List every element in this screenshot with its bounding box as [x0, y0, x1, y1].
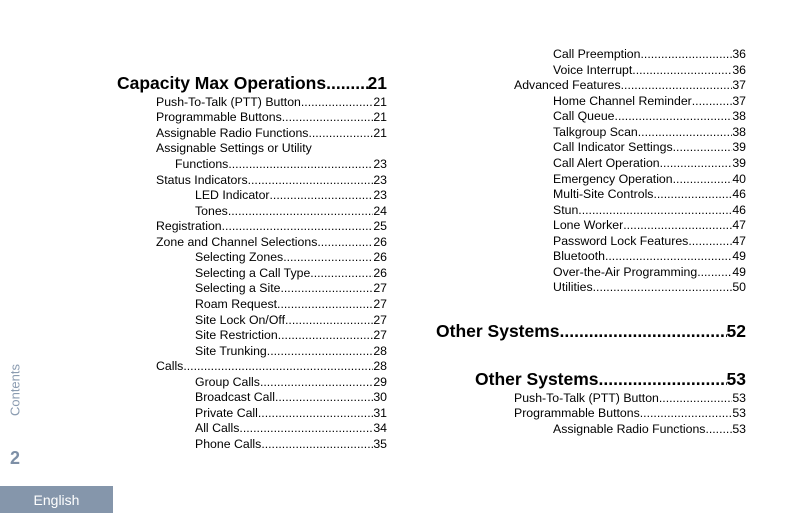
toc-entry-page: 23 [373, 173, 387, 187]
toc-entry-page: 39 [732, 140, 746, 154]
toc-entry[interactable] [195, 390, 387, 405]
toc-entry-label: Private Call [195, 406, 258, 420]
toc-entry[interactable] [175, 157, 387, 172]
toc-entry-page: 49 [732, 249, 746, 263]
toc-entry[interactable] [553, 249, 746, 264]
toc-entry[interactable] [514, 78, 746, 93]
toc-entry-label: Assignable Radio Functions [156, 126, 309, 140]
toc-entry-page: 26 [373, 266, 387, 280]
toc-entry[interactable] [156, 235, 387, 250]
toc-entry-page: 23 [373, 188, 387, 202]
toc-entry-page: 40 [732, 172, 746, 186]
toc-entry[interactable] [514, 391, 746, 406]
toc-entry-page: 21 [373, 126, 387, 140]
toc-entry[interactable] [195, 421, 387, 436]
toc-entry-page: 24 [373, 204, 387, 218]
toc-entry[interactable] [553, 125, 746, 140]
toc-entry-page: 47 [732, 218, 746, 232]
toc-entry[interactable] [156, 110, 387, 125]
page-number: 2 [10, 448, 21, 468]
toc-entry[interactable] [553, 94, 746, 109]
toc-entry[interactable] [195, 344, 387, 359]
toc-entry-label: Lone Worker [553, 218, 624, 232]
toc-entry-label: Talkgroup Scan [553, 125, 638, 139]
toc-entry-page: 21 [373, 110, 387, 124]
toc-entry-label: Broadcast Call [195, 390, 275, 404]
toc-entry-label: Selecting a Site [195, 281, 281, 295]
toc-entry-page: 46 [732, 203, 746, 217]
toc-entry-label: Selecting a Call Type [195, 266, 311, 280]
toc-entry-page: 47 [732, 234, 746, 248]
toc-entry[interactable] [195, 297, 387, 312]
toc-entry-page: 23 [373, 157, 387, 171]
toc-entry-page: 37 [732, 78, 746, 92]
toc-entry[interactable] [514, 406, 746, 421]
toc-entry-label: Roam Request [195, 297, 278, 311]
toc-entry-page: 49 [732, 265, 746, 279]
toc-entry-label: Zone and Channel Selections [156, 235, 318, 249]
toc-entry-label: Advanced Features [514, 78, 621, 92]
toc-entry-page: 53 [726, 369, 746, 389]
toc-entry-label: Calls [156, 359, 184, 373]
toc-entry-label: Functions [175, 157, 229, 171]
toc-entry-page: 52 [726, 321, 746, 341]
toc-entry[interactable] [156, 219, 387, 234]
toc-entry-page: 36 [732, 63, 746, 77]
toc-chapter-other-systems[interactable] [475, 368, 746, 390]
toc-entry-label: Capacity Max Operations [117, 73, 327, 93]
toc-entry-page: 31 [373, 406, 387, 420]
toc-entry-page: 39 [732, 156, 746, 170]
toc-entry-label: Registration [156, 219, 222, 233]
toc-entry-label: Call Preemption [553, 47, 641, 61]
toc-entry[interactable] [553, 47, 746, 62]
toc-entry-label: Call Alert Operation [553, 156, 660, 170]
toc-entry[interactable] [553, 156, 746, 171]
toc-entry[interactable] [195, 281, 387, 296]
toc-entry-label: Other Systems [436, 321, 560, 341]
toc-entry-label: Call Queue [553, 109, 615, 123]
toc-entry-page: 35 [373, 437, 387, 451]
contents-section-tab [4, 350, 26, 430]
toc-entry[interactable] [156, 173, 387, 188]
toc-entry-label: Assignable Settings or Utility [156, 141, 312, 155]
toc-entry-page: 38 [732, 125, 746, 139]
toc-entry-page: 28 [373, 344, 387, 358]
toc-entry-label: Phone Calls [195, 437, 262, 451]
toc-entry-label: Push-To-Talk (PTT) Button [156, 95, 301, 109]
toc-entry-label: Other Systems [475, 369, 599, 389]
toc-entry-page: 53 [732, 391, 746, 405]
toc-entry-page: 46 [732, 187, 746, 201]
toc-entry[interactable] [553, 172, 746, 187]
toc-entry-page: 53 [732, 422, 746, 436]
toc-entry-page: 50 [732, 280, 746, 294]
toc-entry-page: 21 [367, 73, 387, 93]
toc-entry-label: All Calls [195, 421, 240, 435]
toc-entry[interactable] [156, 359, 387, 374]
toc-entry-label: Site Trunking [195, 344, 267, 358]
toc-entry-label: Selecting Zones [195, 250, 284, 264]
toc-entry-label: Assignable Radio Functions [553, 422, 706, 436]
toc-chapter-capacity-max-operations[interactable] [117, 72, 387, 94]
toc-entry-label: Home Channel Reminder [553, 94, 692, 108]
toc-entry-label: Tones [195, 204, 228, 218]
toc-entry-label: Call Indicator Settings [553, 140, 673, 154]
toc-entry[interactable] [195, 204, 387, 219]
toc-entry-page: 27 [373, 281, 387, 295]
toc-entry-page: 27 [373, 328, 387, 342]
toc-entry-page: 29 [373, 375, 387, 389]
toc-entry-page: 28 [373, 359, 387, 373]
toc-chapter-other-systems[interactable] [436, 320, 746, 342]
toc-entry-label: Password Lock Features [553, 234, 689, 248]
toc-entry-page: 27 [373, 297, 387, 311]
toc-entry[interactable] [553, 218, 746, 233]
toc-entry-page: 27 [373, 313, 387, 327]
toc-entry-page: 25 [373, 219, 387, 233]
toc-entry-wrapped[interactable] [156, 141, 387, 156]
toc-entry[interactable] [553, 422, 746, 437]
toc-entry-label: Status Indicators [156, 173, 248, 187]
toc-entry-label: Bluetooth [553, 249, 605, 263]
toc-entry-label: Site Lock On/Off [195, 313, 285, 327]
toc-entry-page: 21 [373, 95, 387, 109]
toc-entry[interactable] [553, 280, 746, 295]
toc-entry-page: 38 [732, 109, 746, 123]
toc-entry[interactable] [553, 265, 746, 280]
toc-entry-page: 26 [373, 235, 387, 249]
toc-entry[interactable] [156, 95, 387, 110]
toc-entry-label: Push-To-Talk (PTT) Button [514, 391, 659, 405]
toc-entry[interactable] [553, 109, 746, 124]
toc-entry-label: LED Indicator [195, 188, 270, 202]
toc-entry-label: Utilities [553, 280, 593, 294]
toc-entry[interactable] [156, 126, 387, 141]
toc-entry-label: Site Restriction [195, 328, 278, 342]
toc-entry-page: 26 [373, 250, 387, 264]
toc-entry-label: Multi-Site Controls [553, 187, 654, 201]
toc-entry[interactable] [553, 140, 746, 155]
contents-tab-label: Contents [7, 363, 23, 417]
toc-entry[interactable] [195, 266, 387, 281]
toc-entry-label: Over-the-Air Programming [553, 265, 698, 279]
toc-entry-page: 37 [732, 94, 746, 108]
toc-entry[interactable] [553, 234, 746, 249]
toc-entry[interactable] [195, 313, 387, 328]
toc-entry[interactable] [553, 187, 746, 202]
toc-entry[interactable] [195, 250, 387, 265]
toc-entry-page: 36 [732, 47, 746, 61]
toc-entry[interactable] [553, 203, 746, 218]
language-tab [0, 486, 113, 513]
toc-entry[interactable] [195, 406, 387, 421]
toc-entry-label: Voice Interrupt [553, 63, 633, 77]
toc-entry-page: 53 [732, 406, 746, 420]
toc-entry[interactable] [195, 375, 387, 390]
toc-entry-label: Programmable Buttons [514, 406, 640, 420]
toc-entry-label: Emergency Operation [553, 172, 673, 186]
language-label: English [33, 491, 80, 508]
toc-entry[interactable] [553, 63, 746, 78]
toc-entry-page: 30 [373, 390, 387, 404]
toc-entry-label: Stun [553, 203, 579, 217]
toc-entry[interactable] [195, 328, 387, 343]
toc-entry-label: Programmable Buttons [156, 110, 282, 124]
toc-entry-label: Group Calls [195, 375, 260, 389]
toc-entry-page: 34 [373, 421, 387, 435]
toc-entry[interactable] [195, 437, 387, 452]
toc-entry[interactable] [195, 188, 387, 203]
